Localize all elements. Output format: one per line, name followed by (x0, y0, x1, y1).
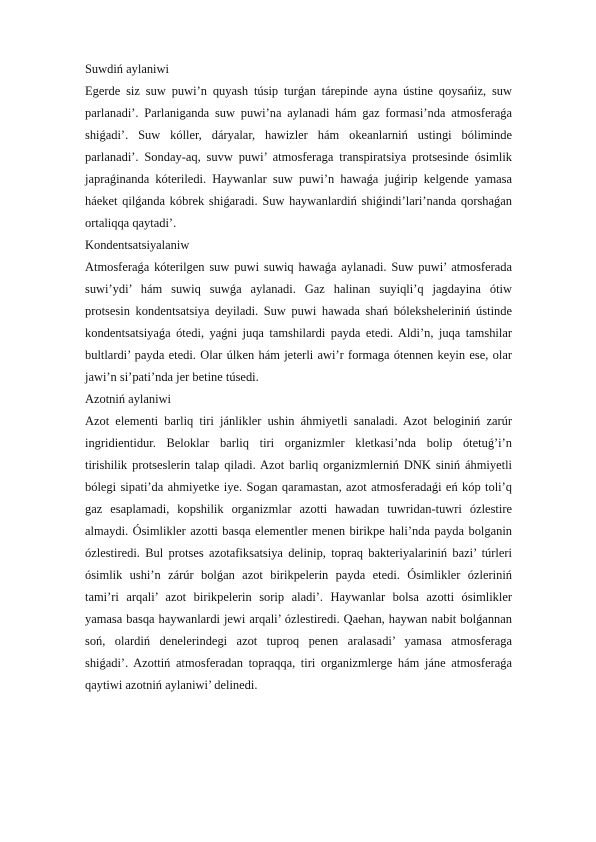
paragraph-line: ingridientidur. Beloklar barliq tiri organizmler kletkasi’nda bolip ótetuǵ’i’n (85, 436, 512, 450)
paragraph-line: suwi’ydi’ hám suwiq suwǵa aylanadi. Gaz halinan suyiqli’q jagdayina ótiw (85, 282, 512, 296)
section-heading: Kondentsatsiyalaniw (85, 238, 190, 252)
paragraph-line: bultlardi’ payda etedi. Olar úlken hám jeterli awi’r formaga ótennen keyin ese, olar (85, 348, 512, 362)
paragraph-line: tami’ri arqali’ azot birikpelerin sorip aladi’. Haywanlar bolsa azotti ósimlikler (85, 590, 512, 604)
paragraph-line: ortaliqqa qaytadi’. (85, 216, 177, 230)
paragraph-line: jawi’n si’pati’nda jer betine túsedi. (85, 370, 259, 384)
paragraph-line: bólegi sipati’da ahmiyetke iye. Sogan qaramastan, azot atmosferadaǵi eń kóp toli’q (85, 480, 512, 494)
paragraph-line: parlanadi’. Sonday-aq, suvw puwi’ atmosferaga transpiratsiya protsesinde ósimlik (85, 150, 512, 164)
paragraph-line: Azot elementi barliq tiri jánlikler ushin áhmiyetli sanaladi. Azot beloginiń zarúr (85, 414, 512, 428)
section-heading: Suwdiń aylaniwi (85, 62, 169, 76)
paragraph-line: Atmosferaǵa kóterilgen suw puwi suwiq hawaǵa aylanadi. Suw puwi’ atmosferada (85, 260, 512, 274)
paragraph-line: tirishilik protseslerin talap qiladi. Azot barliq organizmlerniń DNK siniń áhmiyetli (85, 458, 512, 472)
paragraph-line: shiǵadi’. Suw kóller, dáryalar, hawizler hám okeanlarniń ustingi bóliminde (85, 128, 512, 142)
section-heading: Azotniń aylaniwi (85, 392, 172, 406)
paragraph-line: qaytiwi azotniń aylaniwi’ delinedi. (85, 678, 258, 692)
paragraph-line: soń, olardiń denelerindegi azot tuproq penen aralasadi’ yamasa atmosferaga (85, 634, 512, 648)
paragraph-line: shiǵadi’. Azottiń atmosferadan topraqqa, tiri organizmlerge hám jáne atmosferaǵa (85, 656, 512, 670)
paragraph-line: ózlestiredi. Bul protses azotafiksatsiya delinip, topraq bakteriyalariniń bazi’ túrleri (85, 546, 512, 560)
paragraph-line: almaydi. Ósimlikler azotti basqa elementler menen birikpe hali’nda payda bolganin (85, 524, 512, 538)
paragraph-line: ósimlik ushi’n zárúr bolǵan azot birikpelerin payda etedi. Ósimlikler ózleriniń (85, 568, 512, 582)
paragraph-line: kondentsatsiyaǵa ótedi, yaǵni juqa tamshilardi payda etedi. Aldi’n, juqa tamshilar (85, 326, 512, 340)
paragraph-line: japraǵinanda kóteriledi. Haywanlar suw puwi’n hawaǵa juǵirip kelgende yamasa (85, 172, 512, 186)
paragraph-line: háeket qilǵanda kóbrek shiǵaradi. Suw haywanlardiń shiǵindi’lari’nanda qorshaǵan (85, 194, 512, 208)
paragraph-line: yamasa basqa haywanlardi jewi arqali’ ózlestiredi. Qaehan, haywan nabit bolǵannan (85, 612, 512, 626)
paragraph-line: parlanadi’. Parlaniganda suw puwi’na aylanadi hám gaz formasi’nda atmosferaǵa (85, 106, 512, 120)
paragraph-line: gaz esaplamadi, kopshilik organizmlar azotti hawadan tuwridan-tuwri ózlestire (85, 502, 512, 516)
document-page (85, 58, 512, 696)
paragraph-line: protsesin kondentsatsiya deyiladi. Suw puwi hawada shań bóleksheleriniń ústinde (85, 304, 512, 318)
paragraph-line: Egerde siz suw puwi’n quyash túsip turǵan tárepinde ayna ústine qoysańiz, suw (85, 84, 512, 98)
